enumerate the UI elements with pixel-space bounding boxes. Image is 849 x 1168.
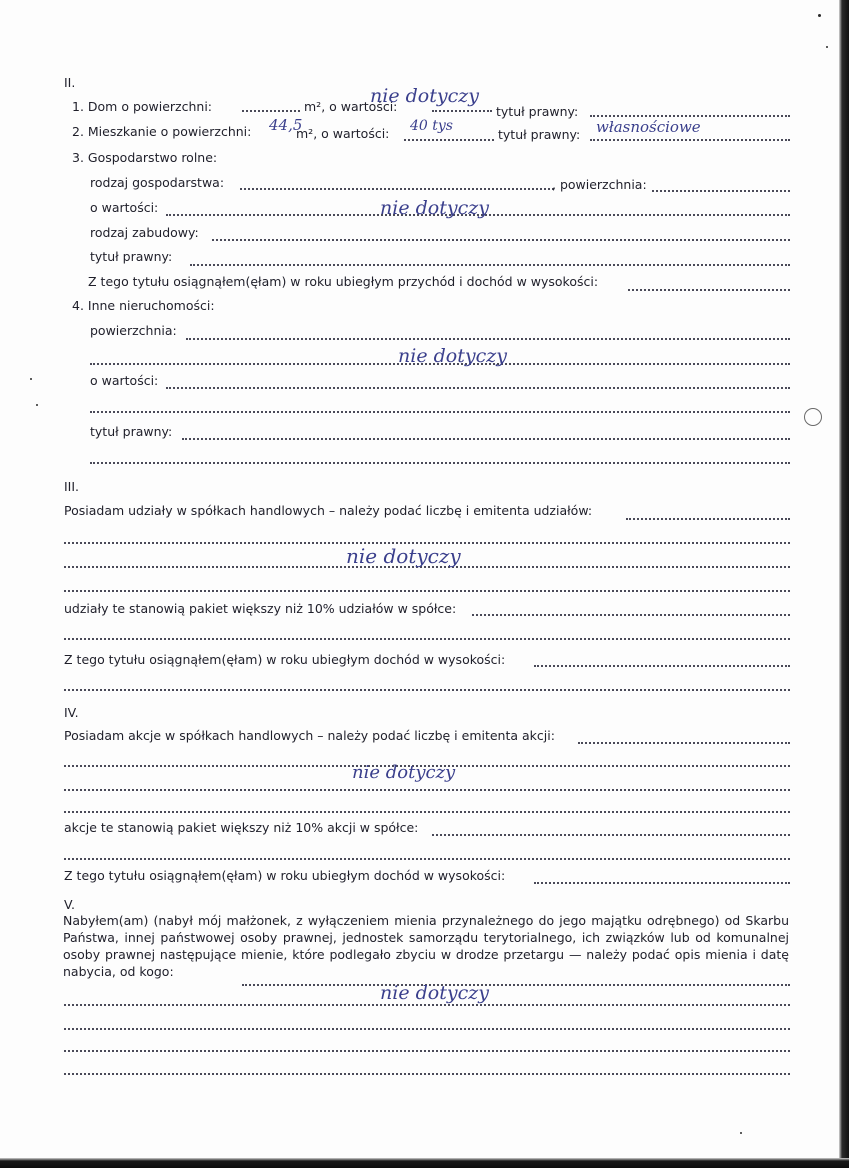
other-title-field-2[interactable] [90, 462, 790, 464]
house-value-field[interactable] [432, 110, 492, 112]
acquisition-field-2[interactable] [64, 1004, 790, 1006]
shares-field[interactable] [626, 518, 790, 520]
farm-title-field[interactable] [190, 264, 790, 266]
other-area-field[interactable] [186, 338, 790, 340]
punch-hole-mark [804, 408, 822, 426]
shares-package-field[interactable] [472, 614, 790, 616]
other-value-label: o wartości: [90, 373, 159, 388]
stocks-field[interactable] [578, 742, 790, 744]
farm-income-field[interactable] [628, 289, 790, 291]
apartment-title-label: tytuł prawny: [498, 127, 581, 142]
house-title-label: tytuł prawny: [496, 104, 579, 119]
house-title-field[interactable] [590, 115, 790, 117]
farm-area-field[interactable] [652, 190, 790, 192]
apartment-area-label: 2. Mieszkanie o powierzchni: [72, 124, 252, 139]
section-iii-heading: III. [64, 479, 80, 494]
scan-shadow-bottom [0, 1158, 849, 1168]
section-ii-heading: II. [64, 75, 76, 90]
shares-package-field-2[interactable] [64, 638, 790, 640]
shares-field-4[interactable] [64, 590, 790, 592]
apartment-unit-label: m², o wartości: [296, 126, 390, 141]
shares-income-field-2[interactable] [64, 689, 790, 691]
acquisition-field-5[interactable] [64, 1073, 790, 1075]
stocks-income-label: Z tego tytułu osiągnąłem(ęłam) w roku ubiegłym dochód w wysokości: [64, 868, 506, 883]
apartment-title-field[interactable] [590, 139, 790, 141]
shares-income-label: Z tego tytułu osiągnąłem(ęłam) w roku ubiegłym dochód w wysokości: [64, 652, 506, 667]
stocks-field-4[interactable] [64, 811, 790, 813]
section-v-heading: V. [64, 897, 75, 912]
house-handwritten-answer: nie dotyczy [370, 85, 479, 107]
farm-buildings-field[interactable] [212, 239, 790, 241]
stocks-package-field-2[interactable] [64, 858, 790, 860]
scan-speck [826, 46, 828, 48]
other-property-label: 4. Inne nieruchomości: [72, 298, 215, 313]
farm-value-label: o wartości: [90, 200, 159, 215]
farm-buildings-label: rodzaj zabudowy: [90, 225, 199, 240]
stocks-field-3[interactable] [64, 789, 790, 791]
farm-label: 3. Gospodarstwo rolne: [72, 150, 218, 165]
apartment-value: 40 tys [410, 118, 453, 134]
stocks-label: Posiadam akcje w spółkach handlowych – należy podać liczbę i emitenta akcji: [64, 728, 555, 743]
other-title-field[interactable] [182, 438, 790, 440]
scan-shadow-right [839, 0, 849, 1168]
other-area-label: powierzchnia: [90, 323, 177, 338]
house-area-field[interactable] [242, 110, 300, 112]
farm-type-field[interactable] [240, 188, 554, 190]
shares-handwritten-answer: nie dotyczy [346, 544, 461, 568]
shares-income-field[interactable] [534, 665, 790, 667]
scan-speck [30, 378, 32, 380]
acquisition-description: Nabyłem(am) (nabył mój małżonek, z wyłączeniem mienia przynależnego do jego majątku odrębnego) od Skarbu Państwa, innej państwowej osoby prawnej, jednostek samorządu terytorialnego, ich związków lub od komunalnej osoby prawnej następujące mienie, które podlegało zbyciu w drodze przetargu — należy podać opis mienia i datę nabycia, od kogo: [63, 913, 789, 979]
apartment-value-field[interactable] [404, 139, 494, 141]
apartment-area-value: 44,5 [269, 116, 303, 134]
stocks-handwritten-answer: nie dotyczy [352, 762, 456, 783]
section-iv-heading: IV. [64, 705, 79, 720]
house-unit-label: m², o wartości: [304, 99, 398, 114]
acquisition-handwritten-answer: nie dotyczy [380, 982, 489, 1004]
scan-speck [36, 404, 38, 406]
shares-package-label: udziały te stanowią pakiet większy niż 10% udziałów w spółce: [64, 601, 457, 616]
scan-speck [740, 1132, 742, 1134]
farm-title-label: tytuł prawny: [90, 249, 173, 264]
stocks-package-label: akcje te stanowią pakiet większy niż 10% akcji w spółce: [64, 820, 419, 835]
farm-handwritten-answer: nie dotyczy [380, 197, 489, 219]
stocks-income-field[interactable] [534, 882, 790, 884]
other-title-label: tytuł prawny: [90, 424, 173, 439]
other-value-field-2[interactable] [90, 411, 790, 413]
apartment-title-value: własnościowe [596, 118, 701, 136]
shares-label: Posiadam udziały w spółkach handlowych – należy podać liczbę i emitenta udziałów: [64, 503, 593, 518]
farm-type-label: rodzaj gospodarstwa: [90, 175, 225, 190]
acquisition-field[interactable] [242, 984, 790, 986]
acquisition-field-3[interactable] [64, 1028, 790, 1030]
farm-income-label: Z tego tytułu osiągnąłem(ęłam) w roku ubiegłym przychód i dochód w wysokości: [88, 274, 599, 289]
acquisition-field-4[interactable] [64, 1050, 790, 1052]
stocks-package-field[interactable] [432, 834, 790, 836]
house-area-label: 1. Dom o powierzchni: [72, 99, 213, 114]
scan-speck [818, 14, 821, 17]
other-handwritten-answer: nie dotyczy [398, 345, 507, 367]
other-value-field[interactable] [166, 387, 790, 389]
farm-area-label: , powierzchnia: [552, 177, 647, 192]
